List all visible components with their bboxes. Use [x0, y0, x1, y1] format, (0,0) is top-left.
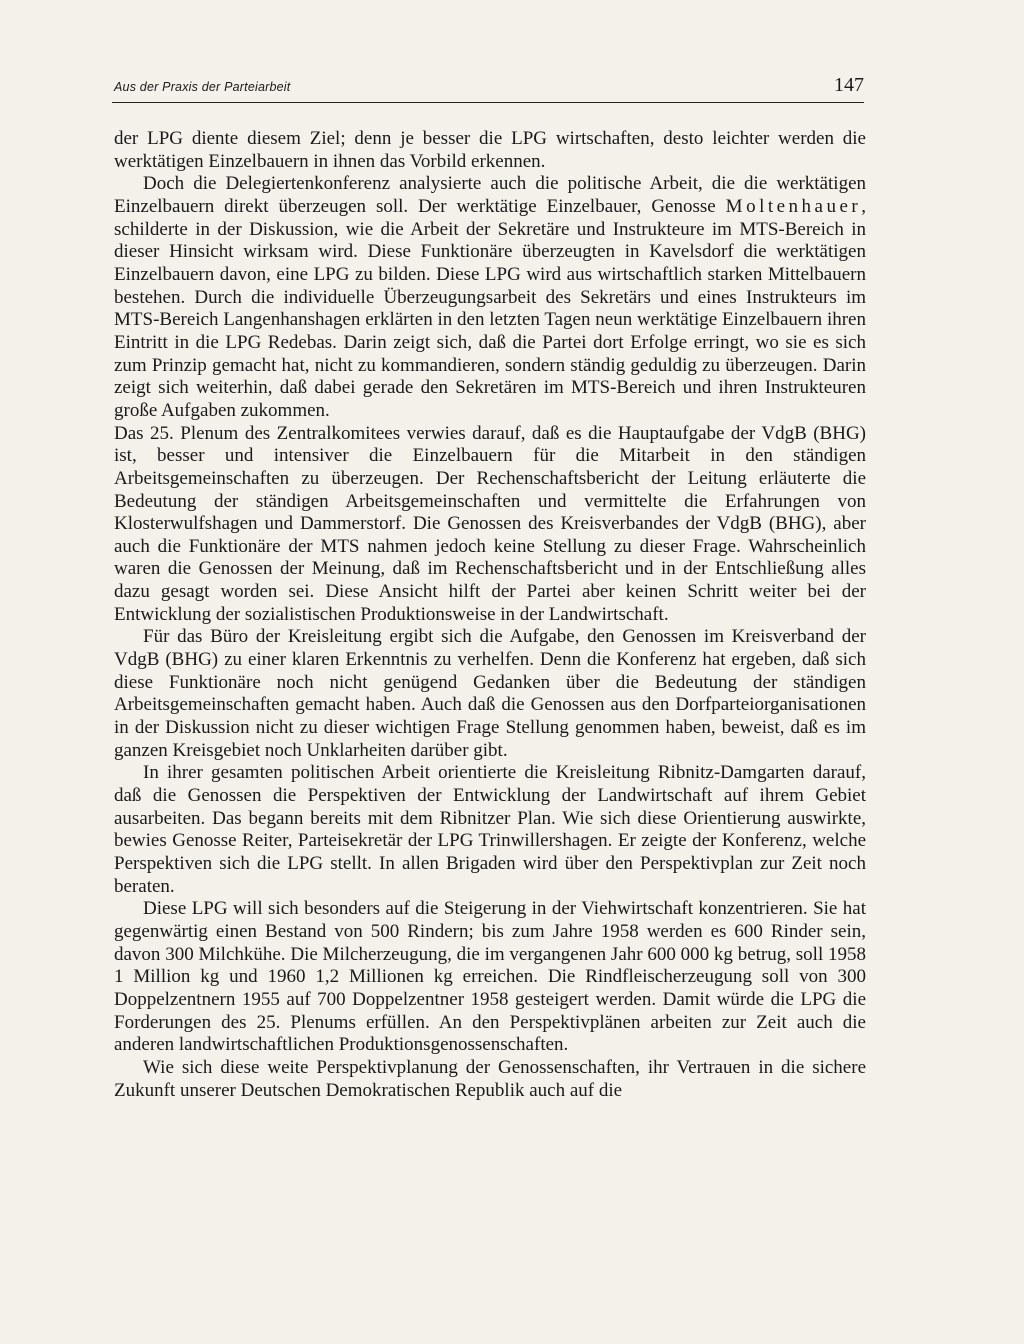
- body-text: [114, 128, 866, 1102]
- paragraph-2-part-a: Doch die Delegiertenkonferenz analysierte auch die politische Arbeit, die die werktätigen Einzelbauern direkt überzeugen soll. Der werktätige Einzelbauer, Genosse: [114, 173, 866, 217]
- paragraph-3: Das 25. Plenum des Zentralkomitees verwies darauf, daß es die Hauptaufgabe der VdgB (BHG) ist, besser und intensiver die Einzelbauern für die Mitarbeit in den ständigen Arbeitsgemeinschaften zu überzeugen. Der Rechenschaftsbericht der Leitung erläuterte die Bedeutung der ständigen Arbeitsgemeinschaften und vermittelte die Erfahrungen von Klosterwulfshagen und Dammerstorf. Die Genossen des Kreisverbandes der VdgB (BHG), aber auch die Funktionäre der MTS nahmen jedoch keine Stellung zu dieser Frage. Wahrscheinlich waren die Genossen der Meinung, daß im Rechenschaftsbericht und in der Entschließung alles dazu gesagt worden sei. Diese Ansicht hilft der Partei aber keinen Schritt weiter bei der Entwicklung der sozialistischen Produktionsweise in der Landwirtschaft.: [114, 422, 866, 625]
- spaced-name: Moltenhauer: [725, 195, 862, 217]
- paragraph-4: Für das Büro der Kreisleitung ergibt sich die Aufgabe, den Genossen im Kreisverband der VdgB (BHG) zu einer klaren Erkenntnis zu verhelfen. Denn die Konferenz hat ergeben, daß sich diese Funktionäre noch nicht genügend Gedanken über die Bedeutung der ständigen Arbeitsgemeinschaften gemacht haben. Auch daß die Genossen aus den Dorfparteiorganisationen in der Diskussion nicht zu dieser wichtigen Frage Stellung genommen haben, beweist, daß es im ganzen Kreisgebiet noch Unklarheiten darüber gibt.: [114, 626, 866, 761]
- running-header: [112, 74, 864, 103]
- paragraph-6: Diese LPG will sich besonders auf die Steigerung in der Viehwirtschaft konzentrieren. Sie hat gegenwärtig einen Bestand von 500 Rindern; bis zum Jahre 1958 werden es 600 Rinder sein, davon 300 Milchkühe. Die Milcherzeugung, die im vergangenen Jahr 600 000 kg betrug, soll 1958 1 Million kg und 1960 1,2 Millionen kg erreichen. Die Rindfleischerzeugung soll von 300 Doppelzentnern 1955 auf 700 Doppelzentner 1958 gesteigert werden. Damit würde die LPG die Forderungen des 25. Plenums erfüllen. An den Perspektivplänen arbeiten zur Zeit auch die anderen landwirtschaftlichen Produktionsgenossenschaften.: [114, 898, 866, 1056]
- paragraph-7: Wie sich diese weite Perspektivplanung der Genossenschaften, ihr Vertrauen in die sichere Zukunft unserer Deutschen Demokratischen Republik auch auf die: [114, 1056, 866, 1101]
- paragraph-5: In ihrer gesamten politischen Arbeit orientierte die Kreisleitung Ribnitz-Damgarten darauf, daß die Genossen die Perspektiven der Entwicklung der Landwirtschaft auf ihrem Gebiet ausarbeiten. Das begann bereits mit dem Ribnitzer Plan. Wie sich diese Orientierung auswirkte, bewies Genosse Reiter, Parteisekretär der LPG Trinwillershagen. Er zeigte der Konferenz, welche Perspektiven sich die LPG stellt. In allen Brigaden wird über den Perspektivplan zur Zeit noch beraten.: [114, 762, 866, 897]
- page-number: 147: [834, 74, 864, 96]
- running-title: Aus der Praxis der Parteiarbeit: [114, 80, 291, 94]
- paragraph-2-part-b: , schilderte in der Diskussion, wie die Arbeit der Sekretäre und Instrukteure im MTS-Bereich in dieser Hinsicht wirksam wird. Diese Funktionäre überzeugten in Kavelsdorf die werktätigen Einzelbauern davon, eine LPG zu bilden. Diese LPG wird aus wirtschaftlich starken Mittelbauern bestehen. Durch die individuelle Überzeugungsarbeit des Sekretärs und eines Instrukteurs im MTS-Bereich Langenhanshagen erklärten in den letzten Tagen neun werktätige Einzelbauern ihren Eintritt in die LPG Redebas. Darin zeigt sich, daß die Partei dort Erfolge erringt, wo sie es sich zum Prinzip gemacht hat, nicht zu kommandieren, sondern ständig geduldig zu überzeugen. Darin zeigt sich weiterhin, daß dabei gerade den Sekretären im MTS-Bereich und ihren Instrukteuren große Aufgaben zukommen.: [114, 195, 866, 421]
- paragraph-2: [114, 173, 866, 422]
- paragraph-1: der LPG diente diesem Ziel; denn je besser die LPG wirtschaften, desto leichter werden die werktätigen Einzelbauern in ihnen das Vorbild erkennen.: [114, 128, 866, 172]
